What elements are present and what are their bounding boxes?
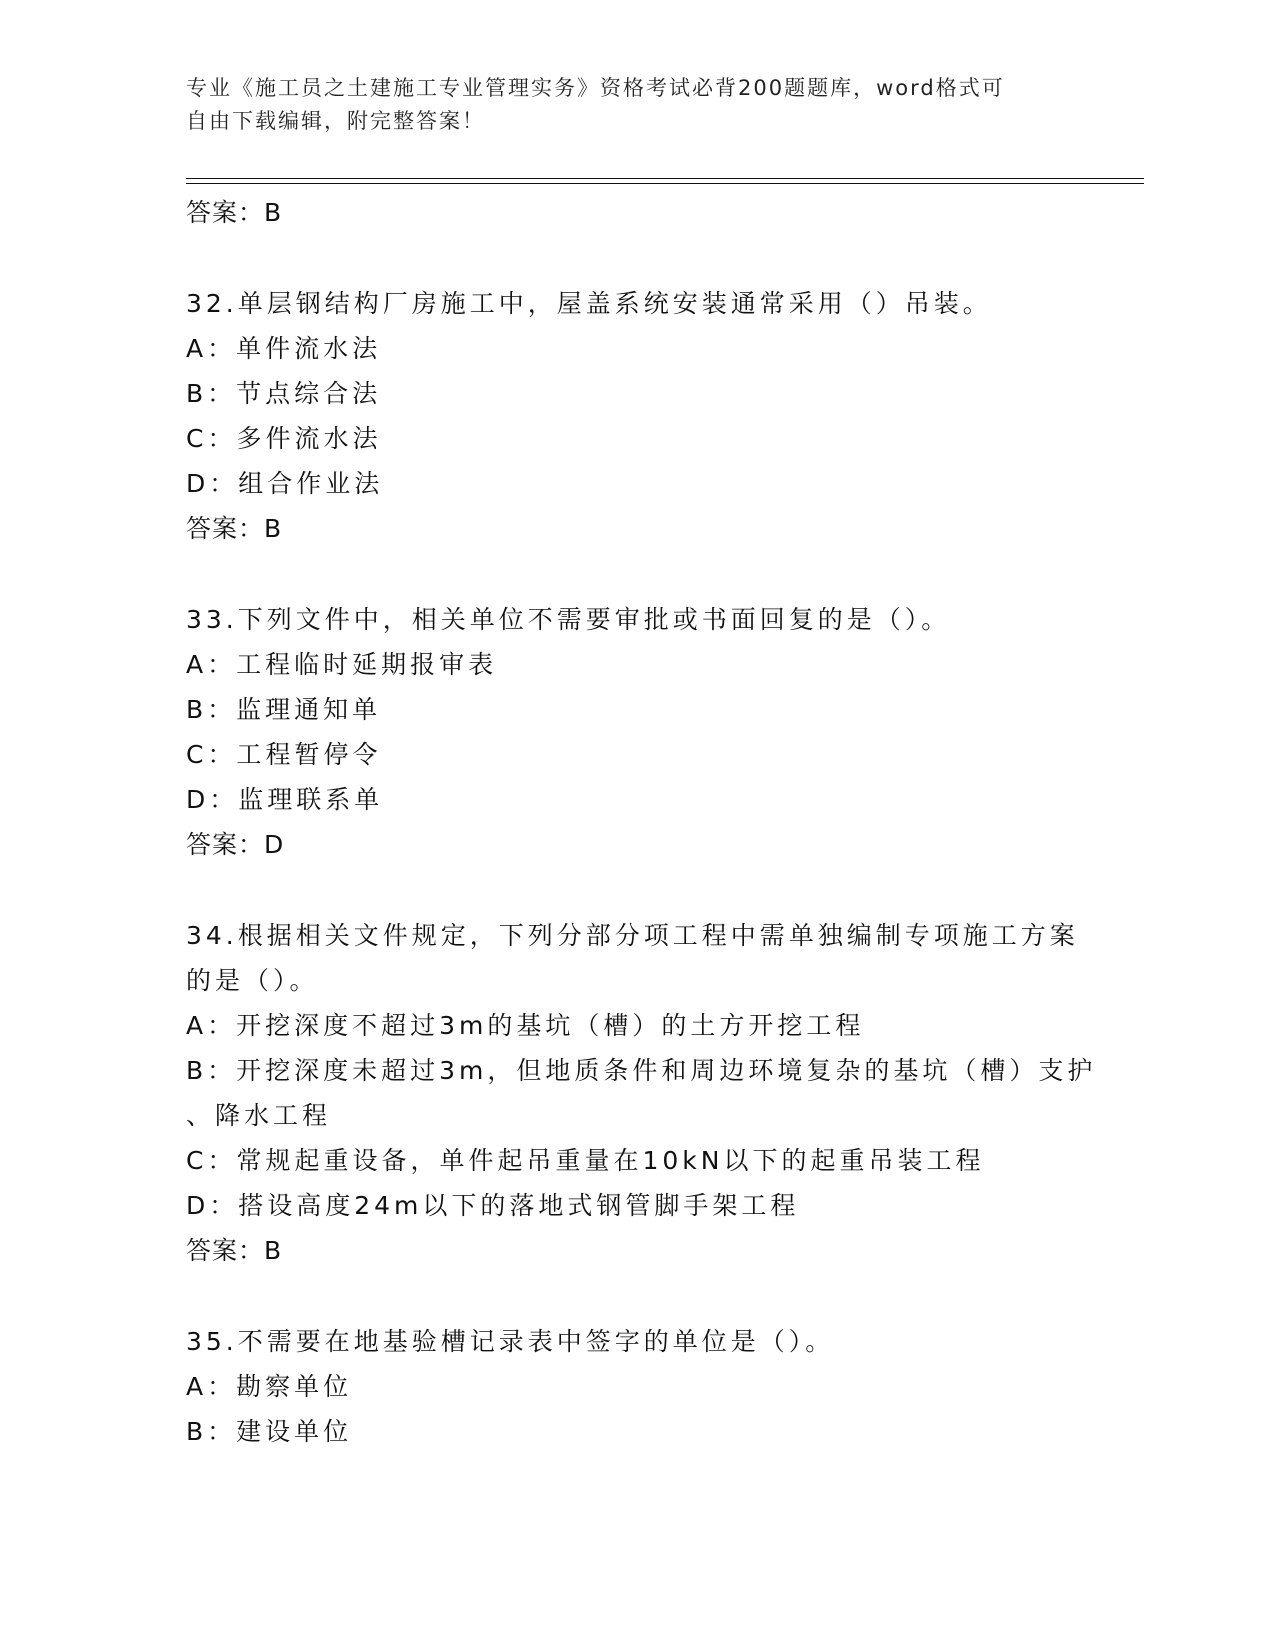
header-rule-bottom bbox=[186, 183, 1144, 184]
option-a: A：单件流水法 bbox=[186, 334, 382, 363]
answer-line: 答案：B bbox=[186, 514, 283, 543]
stem-line: 32.单层钢结构厂房施工中，屋盖系统安装通常采用（）吊装。 bbox=[186, 289, 992, 318]
question-stem bbox=[186, 597, 1086, 642]
stem-line: 34.根据相关文件规定，下列分部分项工程中需单独编制专项施工方案 bbox=[186, 921, 1079, 950]
option-a: A：工程临时延期报审表 bbox=[186, 650, 498, 679]
option-b: B：建设单位 bbox=[186, 1417, 353, 1446]
question-33 bbox=[186, 597, 1086, 867]
answer-line: 答案：B bbox=[186, 198, 283, 227]
header-rule-top bbox=[186, 178, 1144, 179]
option-c: C：工程暂停令 bbox=[186, 740, 382, 769]
spacer bbox=[186, 235, 1086, 281]
answer-line: 答案：D bbox=[186, 830, 285, 859]
option-b: B：节点综合法 bbox=[186, 379, 382, 408]
question-35 bbox=[186, 1319, 1086, 1454]
header-line-1: 专业《施工员之土建施工专业管理实务》资格考试必背200题题库，word格式可 bbox=[186, 76, 1005, 100]
document-header bbox=[186, 72, 1086, 138]
option-b-continued: 、降水工程 bbox=[186, 1101, 332, 1130]
option-c: C：常规起重设备，单件起吊重量在10kN以下的起重吊装工程 bbox=[186, 1146, 985, 1175]
answer-line: 答案：B bbox=[186, 1236, 283, 1265]
option-d: D：监理联系单 bbox=[186, 785, 384, 814]
spacer bbox=[186, 551, 1086, 597]
question-32 bbox=[186, 281, 1086, 551]
stem-line: 35.不需要在地基验槽记录表中签字的单位是（）。 bbox=[186, 1327, 835, 1356]
question-34 bbox=[186, 913, 1097, 1273]
question-stem bbox=[186, 913, 1086, 1003]
spacer bbox=[186, 1273, 1086, 1319]
question-stem bbox=[186, 1319, 1086, 1364]
question-list bbox=[186, 190, 1097, 1454]
option-c: C：多件流水法 bbox=[186, 424, 382, 453]
option-d: D：搭设高度24m以下的落地式钢管脚手架工程 bbox=[186, 1191, 800, 1220]
stem-line: 33.下列文件中，相关单位不需要审批或书面回复的是（）。 bbox=[186, 605, 951, 634]
option-a: A：勘察单位 bbox=[186, 1372, 353, 1401]
option-b: B：监理通知单 bbox=[186, 695, 382, 724]
option-b: B：开挖深度未超过3m，但地质条件和周边环境复杂的基坑（槽）支护 bbox=[186, 1056, 1097, 1085]
option-a: A：开挖深度不超过3m的基坑（槽）的土方开挖工程 bbox=[186, 1011, 865, 1040]
spacer bbox=[186, 867, 1086, 913]
header-line-2: 自由下载编辑，附完整答案！ bbox=[186, 109, 485, 133]
question-stem bbox=[186, 281, 1086, 326]
option-d: D：组合作业法 bbox=[186, 469, 384, 498]
stem-line: 的是（）。 bbox=[186, 966, 319, 995]
